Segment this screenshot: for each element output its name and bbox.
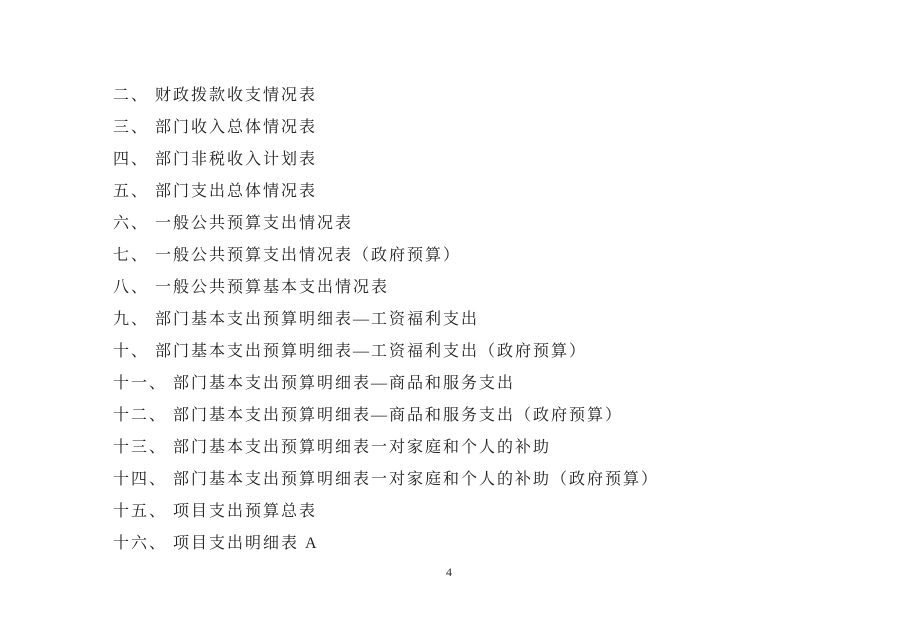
toc-item: 十四、 部门基本支出预算明细表一对家庭和个人的补助（政府预算） xyxy=(113,471,660,488)
toc-list xyxy=(113,80,659,560)
toc-item: 十二、 部门基本支出预算明细表—商品和服务支出（政府预算） xyxy=(113,407,624,424)
page-number: 4 xyxy=(446,565,452,579)
toc-item: 五、 部门支出总体情况表 xyxy=(113,183,318,200)
toc-item: 八、 一般公共预算基本支出情况表 xyxy=(113,279,390,296)
toc-item: 二、 财政拨款收支情况表 xyxy=(113,87,318,104)
toc-item: 十五、 项目支出预算总表 xyxy=(113,503,318,520)
toc-item: 六、 一般公共预算支出情况表 xyxy=(113,215,354,232)
toc-item: 十一、 部门基本支出预算明细表—商品和服务支出 xyxy=(113,375,516,392)
toc-item: 十六、 项目支出明细表 A xyxy=(113,535,319,552)
toc-item: 九、 部门基本支出预算明细表—工资福利支出 xyxy=(113,311,480,328)
toc-item: 十三、 部门基本支出预算明细表一对家庭和个人的补助 xyxy=(113,439,552,456)
toc-item: 七、 一般公共预算支出情况表（政府预算） xyxy=(113,247,462,264)
toc-item: 十、 部门基本支出预算明细表—工资福利支出（政府预算） xyxy=(113,343,588,360)
toc-item: 四、 部门非税收入计划表 xyxy=(113,151,318,168)
toc-item: 三、 部门收入总体情况表 xyxy=(113,119,318,136)
